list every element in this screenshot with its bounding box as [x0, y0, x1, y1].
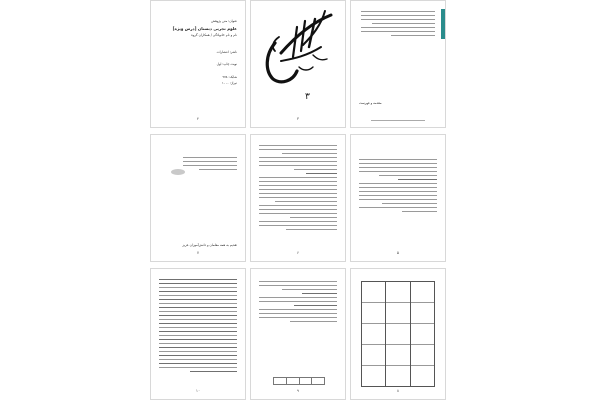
- table-page: [350, 268, 446, 400]
- field-edition: نوبت چاپ: اول: [216, 62, 237, 67]
- book-title: علوم تجربی دبستان [درس ویژه]: [172, 25, 237, 31]
- title-info-page: [150, 0, 246, 128]
- page-number: ۴: [196, 116, 200, 121]
- chapter-tab: [441, 9, 445, 39]
- page-number: ۷: [196, 250, 200, 255]
- body-text-page: [250, 134, 346, 262]
- author-line: نام و نام خانوادگی / همکاران گروه: [191, 33, 237, 37]
- text-table-page: [250, 268, 346, 400]
- intro-page: [350, 0, 446, 128]
- page-number: ۵: [396, 250, 400, 255]
- calligraphy-page: [250, 0, 346, 128]
- decorative-rule: [371, 120, 425, 121]
- section-text-page: [350, 134, 446, 262]
- field-print-run: تیراژ: ۱۰۰۰: [222, 81, 237, 86]
- dense-text-page: [150, 268, 246, 400]
- intro-footer-label: مقدمه و فهرست: [359, 101, 382, 105]
- mini-table: [273, 377, 325, 385]
- page-number: ۱۰: [195, 388, 201, 393]
- page-number: ۸: [396, 388, 400, 393]
- content-table: [361, 281, 435, 387]
- page-number: ۳: [296, 116, 300, 121]
- ornament: [171, 169, 185, 175]
- dedication-text: تقدیم به همه معلمان و دانش‌آموزان عزیز: [182, 243, 237, 247]
- mark-glyph: ۳: [305, 92, 310, 102]
- dedication-page: [150, 134, 246, 262]
- field-publisher: ناشر: انتشارات: [216, 49, 237, 54]
- page-heading: عنوان: متن پژوهش: [211, 19, 237, 23]
- page-number: ۶: [296, 250, 300, 255]
- page-number: ۹: [296, 388, 300, 393]
- field-isbn: شابک: ۹۷۸: [222, 74, 237, 79]
- basmala-calligraphy-image: [251, 1, 346, 128]
